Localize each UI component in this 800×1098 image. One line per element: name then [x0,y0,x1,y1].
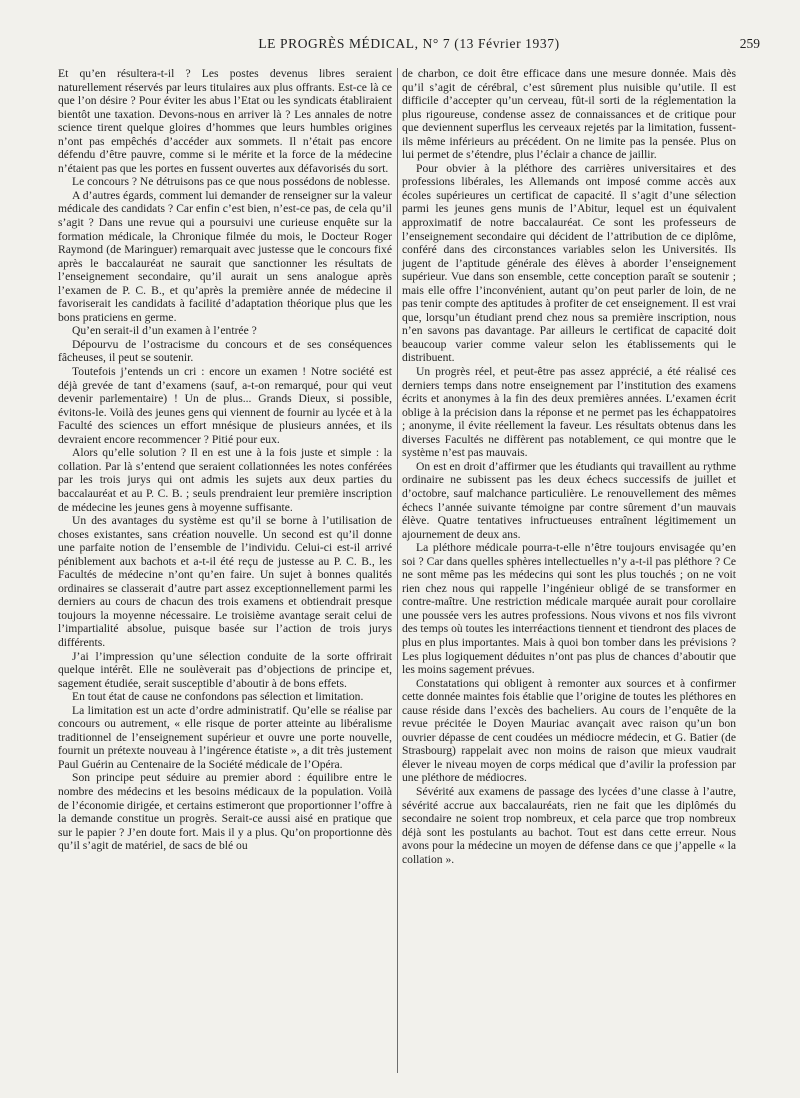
paragraph: Qu’en serait-il d’un examen à l’entrée ? [72,324,257,338]
paragraph: Toutefois j’entends un cri : encore un examen ! Notre société est déjà grevée de tant d’examens (sauf, a-t-on remarqué, pour qui veut devenir parlementaire) ! Un de plus... Grands Dieux, si possible, évitons-le. Voilà des jeunes gens qui viennent de fournir au lycée et à la Faculté des sciences un effort mnésique de plusieurs années, et ils devraient encore recommencer ? Pitié pour eux. [58,365,392,446]
paragraph: Et qu’en résultera-t-il ? Les postes devenus libres seraient naturellement réservés par leurs titulaires aux plus offrants. Est-ce là ce que l’on désire ? Pour éviter les abus l’Etat ou les syndicats établiraient bientôt une taxation. Devons-nous en arriver là ? Les annales de notre science tirent quelque gloires d’hommes que leurs humbles origines n’ont pas empêchés d’accéder aux sommets. Il n’était pas encore défendu d’être pauvre, comme si le mérite et la force de la médecine n’étaient pas que les portes en fussent ouvertes aux défavorisés du sort. [58,67,392,175]
column-divider [397,68,398,1073]
journal-title: LE PROGRÈS MÉDICAL, N° 7 (13 Février 1937) [258,36,560,51]
paragraph: Un des avantages du système est qu’il se borne à l’utilisation de choses existantes, sans création nouvelle. Un second est qu’il donne une parfaite notion de l’ensemble de l’individu. Celui-ci est-il arrivé péniblement aux bachots et a-t-il été reçu de justesse au P. C. B., les Facultés de médecine n’ont qu’en faire. Un sujet à bonnes qualités ordinaires se classerait d’autre part assez exceptionnellement parmi les derniers au cours de chacun des trois examens et obtiendrait presque toujours la moyenne nécessaire. Le troisième avantage serait celui de l’impartialité absolue, puisque basée sur l’action de trois jurys différents. [58,514,392,649]
paragraph: On est en droit d’affirmer que les étudiants qui travaillent au rythme ordinaire ne subissent pas les deux échecs successifs de juillet et d’octobre, sauf malchance particulière. Le renouvellement des mêmes échecs l’année suivante témoigne par contre sûrement d’un mauvais élève. Quatre tentatives infructueuses entraînent légitimement un ajournement de deux ans. [402,459,736,541]
paragraph: Dépourvu de l’ostracisme du concours et de ses conséquences fâcheuses, il peut se soutenir. [58,337,392,365]
paragraph: Pour obvier à la pléthore des carrières universitaires et des professions libérales, les Allemands ont imposé comme accès aux écoles supérieures un certificat de capacité. Il s’agit d’une sélection parmi les jeunes gens munis de l’Abitur, lequel est un équivalent approximatif de notre baccalauréat. Ce sont les professeurs de l’enseignement secondaire qui décident de l’attribution de ce diplôme, conféré dans des circonstances variables selon les Universités. Ils jugent de l’aptitude générale des élèves à aborder l’enseignement supérieur. Vue dans son ensemble, cette conception paraît se soutenir ; mais elle offre l’inconvénient, autant qu’on peut parler de loin, de ne pas tenir compte des aptitudes à profiter de cet enseignement. Il est vrai que, lorsqu’un étudiant prend chez nous sa première inscription, nous n’en savons pas davantage. Par ailleurs le certificat de capacité doit beaucoup varier comme valeur selon les établissements qui le distribuent. [402,161,736,365]
paragraph: En tout état de cause ne confondons pas sélection et limitation. [72,690,364,704]
paragraph: La limitation est un acte d’ordre administratif. Qu’elle se réalise par concours ou autrement, « elle risque de porter atteinte au libéralisme traditionnel de l’enseignement supérieur et ouvre une porte nouvelle, fournit un prétexte nouveau à l’ingérence étatiste », a dit très justement Paul Guérin au Centenaire de la Société médicale de l’Opéra. [58,703,392,771]
left-column [58,67,392,853]
paragraph: J’ai l’impression qu’une sélection conduite de la sorte offrirait quelque intérêt. Elle ne soulèverait pas d’objections de principe et, sagement étudiée, serait susceptible d’aboutir à de bons effets. [58,649,392,690]
paragraph: Son principe peut séduire au premier abord : équilibre entre le nombre des médecins et les besoins médicaux de la population. Voilà de l’économie dirigée, et certains estimeront que proportionner l’offre à la demande constitue un progrès. Serait-ce aussi aisé en pratique que sur le papier ? J’en doute fort. Mais il y a plus. Qu’on proportionne dès qu’il s’agit de matériel, de sacs de blé ou [58,771,392,853]
paragraph: La pléthore médicale pourra-t-elle n’être toujours envisagée qu’en soi ? Car dans quelles sphères intellectuelles n’y a-t-il pas pléthore ? Ce ne sont même pas les médecins qui sont les plus touchés ; on ne voit rien chez nous qui rappelle l’ingénieur obligé de se transformer en contre-maître. Une restriction médicale marquée aurait pour corollaire une poussée vers les autres professions. Nous vivons et nos fils vivront des temps où toutes les interréactions tiennent et tiendront des places de plus en plus importantes. Mais à quoi bon tomber dans les prévisions ? Les plus logiquement déduites n’ont pas plus de chances d’aboutir que les moins sagement prévues. [402,541,736,677]
paragraph: Sévérité aux examens de passage des lycées d’une classe à l’autre, sévérité accrue aux baccalauréats, rien ne fait que les diplômés du secondaire ne soient trop nombreux, et cela parce que trop nombreux déjà sont les postulants au bachot. Tout est dans cette erreur. Nous avons pour la médecine un moyen de défense dans ce que j’appelle « la collation ». [402,784,736,866]
paragraph: A d’autres égards, comment lui demander de renseigner sur la valeur médicale des candidats ? Car enfin c’est bien, n’est-ce pas, de cela qu’il s’agit ? Dans une revue qui a poursuivi une curieuse enquête sur la formation médicale, la Chronique filmée du mois, le Docteur Roger Raymond (de Maringuer) remarquait avec justesse que le concours fixé après le baccalauréat ne saurait que sanctionner les résultats de l’enseignement secondaire, qu’il aurait un sens analogue après l’examen de P. C. B., et qu’après la première année de médecine il favoriserait les candidats à facilité d’adaptation théorique plus que les bons praticiens en germe. [58,188,392,324]
paragraph: Le concours ? Ne détruisons pas ce que nous possédons de noblesse. [72,175,391,189]
paragraph: Alors qu’elle solution ? Il en est une à la fois juste et simple : la collation. Par là s’entend que seraient collationnées les notes conférées par les trois jurys qui ont admis les sujets aux deux parties du baccalauréat et au P. C. B. ; seuls prendraient leur première inscription de médecine les jeunes gens à moyenne suffisante. [58,446,392,514]
page-number: 259 [739,36,760,51]
right-column [402,67,736,866]
paragraph: Constatations qui obligent à remonter aux sources et à confirmer cette donnée maintes fois établie que l’origine de toutes les pléthores en cause réside dans l’excès des bacheliers. Au cours de l’enquête de la revue précitée le Doyen Mauriac avançait avec raison qu’un bon ouvrier dépasse de cent coudées un médiocre médecin, et G. Batier (de Strasbourg) rappelait avec non moins de raison que mieux vaudrait élever le niveau moyen de corps médical que d’avilir la profession par une pléthore de médiocres. [402,676,736,785]
paragraph: de charbon, ce doit être efficace dans une mesure donnée. Mais dès qu’il s’agit de cérébral, c’est sûrement plus nuisible qu’utile. Il est difficile d’accepter qu’un cerveau, fût-il sorti de la réglementation la plus rigoureuse, condense assez de connaissances et de critique pour que deviennent superflus les cerveaux rejetés par la limitation, fussent-ils même inférieurs au précédent. On ne limite pas la pensée. Plus on lui permet de s’étendre, plus l’éclair a chance de jaillir. [402,67,736,162]
running-head [58,36,760,56]
paragraph: Un progrès réel, et peut-être pas assez apprécié, a été réalisé ces derniers temps dans notre enseignement par l’institution des examens écrits et anonymes à la fin des deux premières années. L’examen écrit oblige à la précision dans la réponse et ne permet pas les échappatoires ; anonyme, il évite réellement la faveur. Les résultats obtenus dans les diverses Facultés ne diffèrent pas notablement, ce qui montre que le système n’est pas mauvais. [402,365,736,460]
